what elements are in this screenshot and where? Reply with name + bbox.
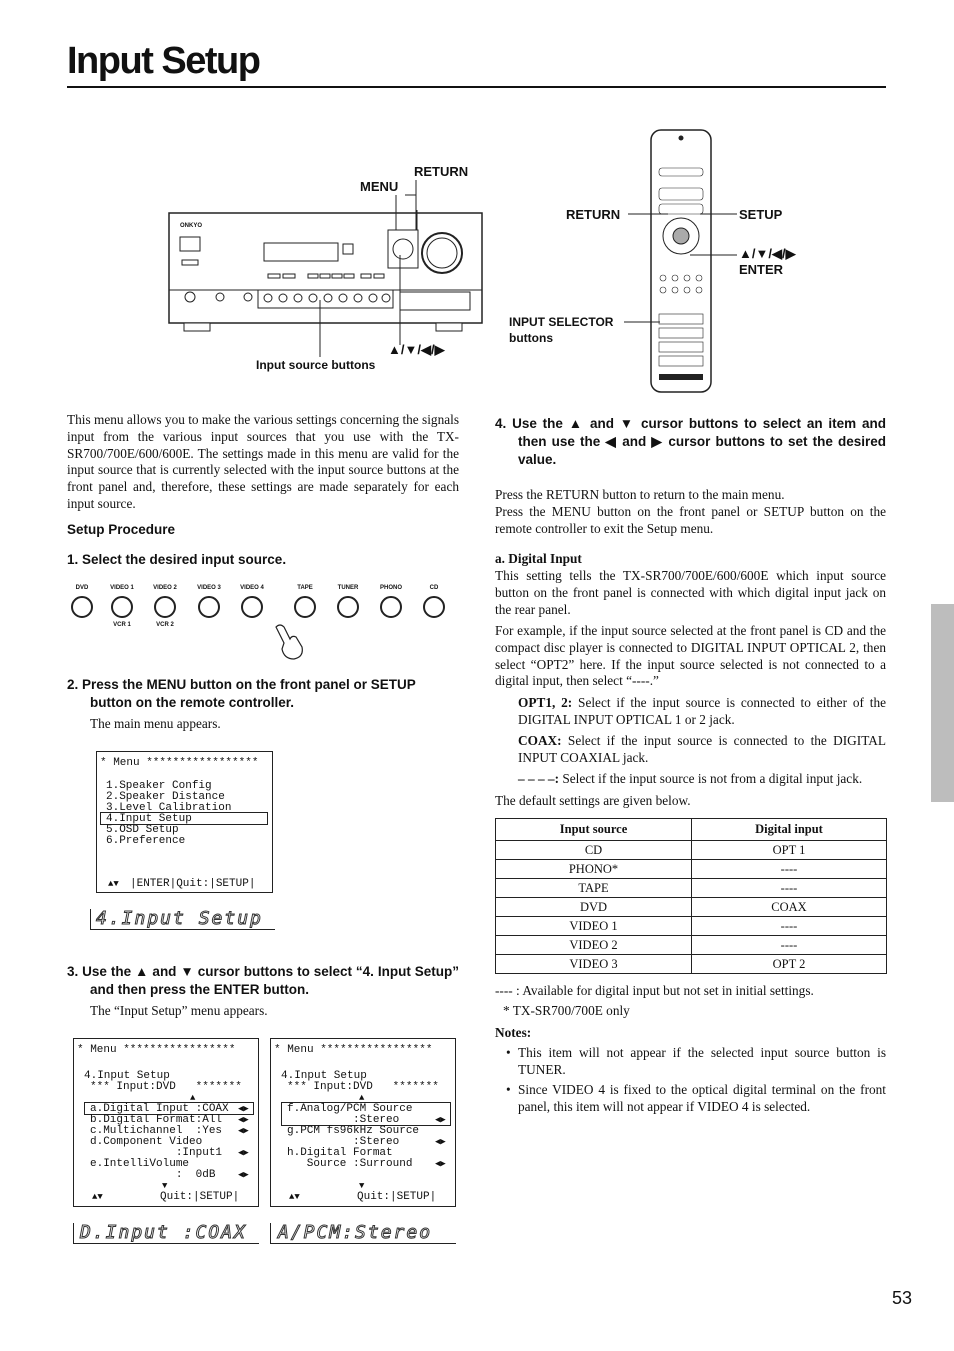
osd-subtitle: *** Input:DVD ******* (90, 1081, 242, 1093)
table-cell: VIDEO 2 (496, 936, 692, 955)
dash-definition (518, 771, 886, 788)
osd-line-selected: :Stereo (287, 1114, 400, 1126)
note-item: This item will not appear if the selected input source button is TUNER. (518, 1045, 886, 1077)
table-row (496, 898, 887, 917)
enter-label-remote: ENTER (739, 262, 784, 277)
input-source-buttons-label: Input source buttons (256, 358, 376, 372)
step-3: 3. Use the ▲ and ▼ cursor buttons to select “4. Input Setup” and then press the ENTER button. (67, 964, 459, 997)
osd-line: : 0dB (90, 1169, 216, 1181)
input-source-button[interactable] (423, 596, 445, 618)
table-header: Input source (496, 819, 692, 841)
main-menu-item-selected[interactable]: 4.Input Setup (106, 813, 192, 825)
osd-line: d.Component Video (90, 1136, 203, 1148)
intro-paragraph: This menu allows you to make the various settings concerning the signals input from the various input sources that you use with the TX-SR700/700E/600/600E. The settings made in this menu are valid for the input source that is currently selected with the input source buttons at the front panel and, therefore, these settings are made separately for each input source. (67, 412, 459, 511)
osd-line: :Input1 (90, 1147, 223, 1159)
digital-input-paragraph-1: This setting tells the TX-SR700/700E/600/600E which input source button on the front panel is connected with which digital input jack on the rear panel. (495, 568, 886, 617)
input-buttons-row (60, 585, 460, 655)
osd-header: * Menu ***************** (274, 1044, 433, 1056)
osd-footer: Quit:|SETUP| (160, 1191, 240, 1203)
up-down-arrows-icon: ▲▼ (108, 879, 119, 889)
up-down-arrows-icon: ▲▼ (92, 1192, 103, 1202)
input-button-label: VIDEO 3 (197, 585, 221, 591)
table-cell: COAX (692, 898, 887, 917)
menu-instruction: Press the MENU button on the front panel or SETUP button on the remote controller to exit the Setup menu. (495, 504, 886, 536)
input-source-button[interactable] (71, 596, 93, 618)
notes-heading: Notes: (495, 1025, 532, 1040)
footnote-asterisk: * TX-SR700/700E only (503, 1003, 630, 1018)
opt-desc: Select if the input source is connected to either of the DIGITAL INPUT OPTICAL 1 or 2 jack. (518, 695, 886, 727)
input-menu-lcd-left: D.Input :COAX (80, 1222, 247, 1243)
input-button-label: TAPE (297, 585, 313, 591)
receiver-brand: ONKYO (180, 223, 203, 229)
side-tab (931, 604, 954, 802)
menu-label: MENU (360, 179, 399, 194)
step-3-note: The “Input Setup” menu appears. (90, 1003, 268, 1018)
lcd-underline (90, 929, 275, 930)
table-cell: ---- (692, 860, 887, 879)
left-right-arrows-icon: ◀▶ (435, 1137, 446, 1147)
table-cell: DVD (496, 898, 692, 917)
main-menu-header: * Menu ***************** (100, 757, 259, 769)
osd-line: c.Multichannel :Yes (90, 1125, 223, 1137)
left-right-arrows-icon: ◀▶ (435, 1159, 446, 1169)
lcd-leftline (90, 909, 91, 930)
page-number: 53 (892, 1288, 913, 1308)
up-arrow-icon: ▲ (359, 1093, 365, 1103)
osd-line: :Stereo (287, 1136, 400, 1148)
input-source-button[interactable] (241, 596, 263, 618)
up-down-arrows-icon: ▲▼ (289, 1192, 300, 1202)
step-4: 4. Use the ▲ and ▼ cursor buttons to select an item and then use the ◀ and ▶ cursor buttons to set the desired value. (495, 416, 886, 467)
input-button-label: CD (429, 585, 439, 591)
table-cell: PHONO* (496, 860, 692, 879)
digital-input-paragraph-2: For example, if the input source selected at the front panel is CD and the compact disc player is connected to DIGITAL INPUT OPTICAL 2, then select “OPT2” here. If the input source selected is not connected to a digital input, then select “----.” (495, 623, 886, 689)
remote-callouts (0, 0, 954, 400)
input-selector-label: INPUT SELECTOR (509, 315, 614, 329)
input-button-sublabel: VCR 1 (113, 622, 131, 628)
osd-line: e.IntelliVolume (90, 1158, 190, 1170)
opt-term: OPT1, 2: (518, 695, 573, 710)
table-row (496, 879, 887, 898)
table-cell: ---- (692, 936, 887, 955)
coax-definition (518, 733, 886, 767)
osd-subtitle: *** Input:DVD ******* (287, 1081, 439, 1093)
table-row (496, 860, 887, 879)
note-bullet: • (506, 1045, 511, 1060)
arrows-label-front: ▲/▼/◀/▶ (388, 342, 445, 357)
input-menu-osd-left (73, 1038, 259, 1207)
table-cell: VIDEO 3 (496, 955, 692, 974)
dash-desc: Select if the input source is not from a digital input jack. (559, 771, 863, 786)
input-button-label: DVD (75, 585, 89, 591)
left-right-arrows-icon: ◀▶ (238, 1126, 249, 1136)
osd-line: b.Digital Format:All (90, 1114, 223, 1126)
left-right-arrows-icon: ◀▶ (238, 1148, 249, 1158)
osd-title: 4.Input Setup (84, 1070, 170, 1082)
table-row (496, 841, 887, 860)
setup-procedure-heading: Setup Procedure (67, 522, 176, 537)
default-settings-text: The default settings are given below. (495, 793, 691, 808)
input-button-label: VIDEO 1 (110, 585, 134, 591)
down-arrow-icon: ▼ (359, 1181, 365, 1191)
note-bullet: • (506, 1082, 511, 1097)
table-cell: OPT 1 (692, 841, 887, 860)
osd-footer: Quit:|SETUP| (357, 1191, 437, 1203)
page-title: Input Setup (67, 40, 260, 82)
down-arrow-icon: ▼ (162, 1181, 168, 1191)
input-button-label: VIDEO 4 (240, 585, 264, 591)
table-row (496, 917, 887, 936)
table-cell: OPT 2 (692, 955, 887, 974)
left-right-arrows-icon: ◀▶ (238, 1115, 249, 1125)
main-menu-item: 3.Level Calibration (106, 802, 232, 814)
arrows-label-remote: ▲/▼/◀/▶ (739, 246, 796, 261)
lcd-frame-left (73, 1223, 259, 1244)
footnote-dashes: ---- : Available for digital input but not set in initial settings. (495, 983, 814, 998)
input-selector-buttons-label: buttons (509, 331, 553, 345)
table-cell: ---- (692, 879, 887, 898)
osd-line: h.Digital Format (287, 1147, 393, 1159)
table-cell: VIDEO 1 (496, 917, 692, 936)
return-label-front: RETURN (414, 164, 469, 179)
table-cell: ---- (692, 917, 887, 936)
opt-definition (518, 695, 886, 729)
setup-label-remote: SETUP (739, 207, 783, 222)
input-button-label: PHONO (379, 585, 402, 591)
dash-term: – – – –: (518, 771, 559, 786)
up-arrow-icon: ▲ (190, 1093, 196, 1103)
table-header: Digital input (692, 819, 887, 841)
osd-header: * Menu ***************** (77, 1044, 236, 1056)
input-source-button[interactable] (198, 596, 220, 618)
return-instruction: Press the RETURN button to return to the main menu. (495, 487, 785, 502)
lcd-frame-right (270, 1223, 456, 1244)
main-menu-item: 2.Speaker Distance (106, 791, 225, 803)
coax-desc: Select if the input source is connected to the DIGITAL INPUT COAXIAL jack. (518, 733, 886, 765)
osd-line-selected[interactable]: f.Analog/PCM Source (287, 1103, 413, 1115)
table-header-row (496, 819, 887, 841)
input-button-label: TUNER (337, 585, 359, 591)
note-item: Since VIDEO 4 is fixed to the optical digital terminal on the front panel, this item will not appear if VIDEO 4 is selected. (518, 1082, 886, 1114)
input-button-label: VIDEO 2 (153, 585, 177, 591)
input-button-sublabel: VCR 2 (156, 622, 174, 628)
pointing-hand-icon (270, 623, 310, 663)
table-row (496, 936, 887, 955)
input-source-button[interactable] (111, 596, 133, 618)
osd-line-selected[interactable]: a.Digital Input :COAX (90, 1103, 229, 1115)
main-menu-item: 6.Preference (106, 835, 186, 847)
step-2-note: The main menu appears. (90, 716, 221, 731)
input-source-button[interactable] (294, 596, 316, 618)
input-menu-osd-right (270, 1038, 456, 1207)
main-menu-footer: |ENTER|Quit:|SETUP| (130, 878, 256, 890)
step-1: 1. Select the desired input source. (67, 552, 287, 567)
osd-line: Source :Surround (287, 1158, 413, 1170)
table-cell: CD (496, 841, 692, 860)
main-menu-lcd: 4.Input Setup (96, 908, 263, 929)
coax-term: COAX: (518, 733, 562, 748)
main-menu-item: 5.OSD Setup (106, 824, 179, 836)
main-menu-item: 1.Speaker Config (106, 780, 212, 792)
input-menu-lcd-right: A/PCM:Stereo (278, 1222, 433, 1243)
input-source-button[interactable] (380, 596, 402, 618)
input-source-button[interactable] (154, 596, 176, 618)
default-settings-table (495, 818, 887, 974)
return-label-remote: RETURN (566, 207, 621, 222)
table-row (496, 955, 887, 974)
left-right-arrows-icon: ◀▶ (435, 1115, 446, 1125)
osd-line: g.PCM fs96kHz Source (287, 1125, 420, 1137)
left-right-arrows-icon: ◀▶ (238, 1170, 249, 1180)
digital-input-heading: a. Digital Input (495, 551, 582, 566)
step-2: 2. Press the MENU button on the front panel or SETUP button on the remote controller. (67, 677, 416, 710)
main-menu-osd (96, 751, 273, 893)
input-source-button[interactable] (337, 596, 359, 618)
osd-title: 4.Input Setup (281, 1070, 367, 1082)
table-cell: TAPE (496, 879, 692, 898)
left-right-arrows-icon: ◀▶ (238, 1104, 249, 1114)
